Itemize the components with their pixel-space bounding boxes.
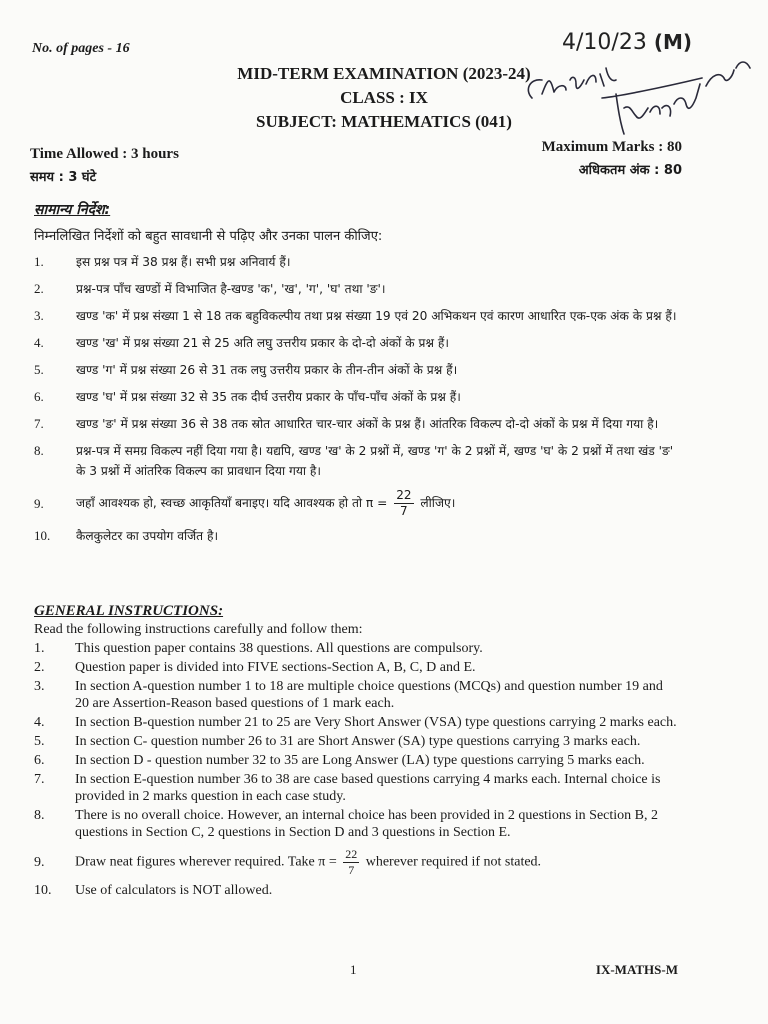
english-item: [34, 847, 679, 878]
item-number: 2.: [34, 660, 45, 675]
english-item: [34, 752, 679, 769]
hindi-item: [34, 306, 684, 326]
general-instructions-intro: Read the following instructions carefully and follow them:: [34, 622, 363, 637]
hindi-item: [34, 387, 684, 407]
fraction-numerator: 22: [396, 488, 412, 502]
subject-line: SUBJECT: MATHEMATICS (041): [256, 112, 512, 131]
item-number: 1.: [34, 254, 44, 269]
hindi-item: [34, 488, 684, 519]
item-text: [75, 847, 679, 878]
item-number: 10.: [34, 528, 51, 543]
item-number: 8.: [34, 808, 45, 823]
hindi-item: [34, 333, 684, 353]
handwritten-marker: (M): [653, 30, 692, 54]
item-text: Question paper is divided into FIVE sections-Section A, B, C, D and E.: [75, 660, 476, 675]
pi-text-post: wherever required if not stated.: [365, 854, 542, 870]
pi-fraction: [343, 847, 359, 878]
hindi-instructions-intro: निम्नलिखित निर्देशों को बहुत सावधानी से पढ़िए और उनका पालन कीजिए:: [34, 229, 383, 244]
item-text: खण्ड 'ङ' में प्रश्न संख्या 36 से 38 तक स्रोत आधारित चार-चार अंकों के प्रश्न हैं। आंतरिक विकल्प दो-दो अंकों के प्रश्न में दिया गया है।: [76, 417, 659, 431]
item-text: Use of calculators is NOT allowed.: [75, 883, 273, 898]
general-instructions-heading: GENERAL INSTRUCTIONS:: [34, 603, 224, 619]
hindi-instructions-heading: सामान्य निर्देश:: [34, 202, 111, 218]
pi-fraction: [394, 488, 413, 519]
item-text: इस प्रश्न पत्र में 38 प्रश्न हैं। सभी प्रश्न अनिवार्य हैं।: [76, 255, 291, 269]
item-text: प्रश्न-पत्र पाँच खण्डों में विभाजित है-खण्ड 'क', 'ख', 'ग', 'घ' तथा 'ङ'।: [76, 282, 386, 296]
fraction-denominator: 7: [400, 504, 408, 518]
item-text: There is no overall choice. However, an internal choice has been provided in 2 questions in Section B, 2 questions in Section C, 2 questions in Section D and 3 questions in Section E.: [75, 808, 658, 840]
item-number: 7.: [34, 772, 45, 787]
english-item: [34, 882, 679, 899]
item-number: 3.: [34, 308, 44, 323]
item-number: 6.: [34, 753, 45, 768]
exam-title: MID-TERM EXAMINATION (2023-24): [237, 64, 531, 83]
item-number: 5.: [34, 362, 44, 377]
hindi-item: [34, 252, 684, 272]
pi-text-pre: Draw neat figures wherever required. Take π =: [75, 854, 337, 870]
time-allowed-hi: समय : 3 घंटे: [30, 170, 97, 185]
item-text: In section A-question number 1 to 18 are multiple choice questions (MCQs) and question number 19 and 20 are Assertion-Reason based questions of 1 mark each.: [75, 679, 663, 711]
hindi-item: [34, 414, 684, 434]
english-item: [34, 640, 679, 657]
fraction-denominator: 7: [348, 863, 355, 877]
item-text: प्रश्न-पत्र में समग्र विकल्प नहीं दिया गया है। यद्यपि, खण्ड 'ख' के 2 प्रश्नों में, खण्ड 'ग' के 2 प्रश्नों में, खण्ड 'घ' के 2 प्रश्नों में तथा खंड 'ङ' के 3 प्रश्नों में आंतरिक विकल्प का प्रावधान दिया गया है।: [76, 444, 674, 478]
time-allowed-en: Time Allowed : 3 hours: [30, 146, 179, 162]
item-text: खण्ड 'घ' में प्रश्न संख्या 32 से 35 तक दीर्घ उत्तरीय प्रकार के पाँच-पाँच अंकों के प्रश्न हैं।: [76, 390, 461, 404]
item-number: 4.: [34, 715, 45, 730]
item-number: 9.: [34, 855, 45, 870]
pages-count: No. of pages - 16: [32, 41, 130, 56]
pi-text-post: लीजिए।: [420, 496, 456, 510]
hindi-item: [34, 279, 684, 299]
item-number: 3.: [34, 679, 45, 694]
page-number: 1: [350, 962, 357, 977]
hindi-item: [34, 360, 684, 380]
item-number: 10.: [34, 883, 52, 898]
item-text: In section C- question number 26 to 31 are Short Answer (SA) type questions carrying 3 marks each.: [75, 734, 641, 749]
hindi-item: [34, 441, 684, 481]
english-item: [34, 733, 679, 750]
item-number: 6.: [34, 389, 44, 404]
max-marks-hi: अधिकतम अंक : 80: [578, 163, 682, 178]
item-text: In section D - question number 32 to 35 are Long Answer (LA) type questions carrying 5 marks each.: [75, 753, 645, 768]
item-number: 8.: [34, 443, 44, 458]
item-text: [76, 488, 684, 519]
item-number: 9.: [34, 495, 44, 511]
item-number: 2.: [34, 281, 44, 296]
item-text: In section B-question number 21 to 25 are Very Short Answer (VSA) type questions carrying 2 marks each.: [75, 715, 677, 730]
item-number: 1.: [34, 641, 45, 656]
class-line: CLASS : IX: [340, 88, 428, 107]
english-item: [34, 714, 679, 731]
item-text: कैलकुलेटर का उपयोग वर्जित है।: [76, 529, 219, 543]
item-text: खण्ड 'ख' में प्रश्न संख्या 21 से 25 अति लघु उत्तरीय प्रकार के दो-दो अंकों के प्रश्न हैं।: [76, 336, 449, 350]
english-item: [34, 678, 679, 712]
paper-code: IX-MATHS-M: [595, 962, 678, 977]
handwritten-date-text: 4/10/23: [562, 30, 647, 55]
english-item: [34, 659, 679, 676]
item-number: 7.: [34, 416, 44, 431]
english-item: [34, 807, 679, 841]
item-number: 4.: [34, 335, 44, 350]
item-text: खण्ड 'क' में प्रश्न संख्या 1 से 18 तक बहुविकल्पीय तथा प्रश्न संख्या 19 एवं 20 अभिकथन एवं कारण आधारित एक-एक अंक के प्रश्न हैं।: [76, 309, 677, 323]
item-number: 5.: [34, 734, 45, 749]
item-text: खण्ड 'ग' में प्रश्न संख्या 26 से 31 तक लघु उत्तरीय प्रकार के तीन-तीन अंकों के प्रश्न हैं।: [76, 363, 458, 377]
fraction-numerator: 22: [345, 847, 358, 861]
max-marks-en: Maximum Marks : 80: [541, 139, 682, 155]
general-instructions-list: [34, 640, 679, 901]
item-text: In section E-question number 36 to 38 are case based questions carrying 4 marks each. Internal choice is provided in 2 marks question in each case study.: [75, 772, 661, 804]
hindi-instructions-list: [34, 252, 684, 553]
item-text: This question paper contains 38 questions. All questions are compulsory.: [75, 641, 483, 656]
hindi-item: [34, 526, 684, 546]
english-item: [34, 771, 679, 805]
pi-text-pre: जहाँ आवश्यक हो, स्वच्छ आकृतियाँ बनाइए। यदि आवश्यक हो तो π =: [76, 496, 388, 510]
